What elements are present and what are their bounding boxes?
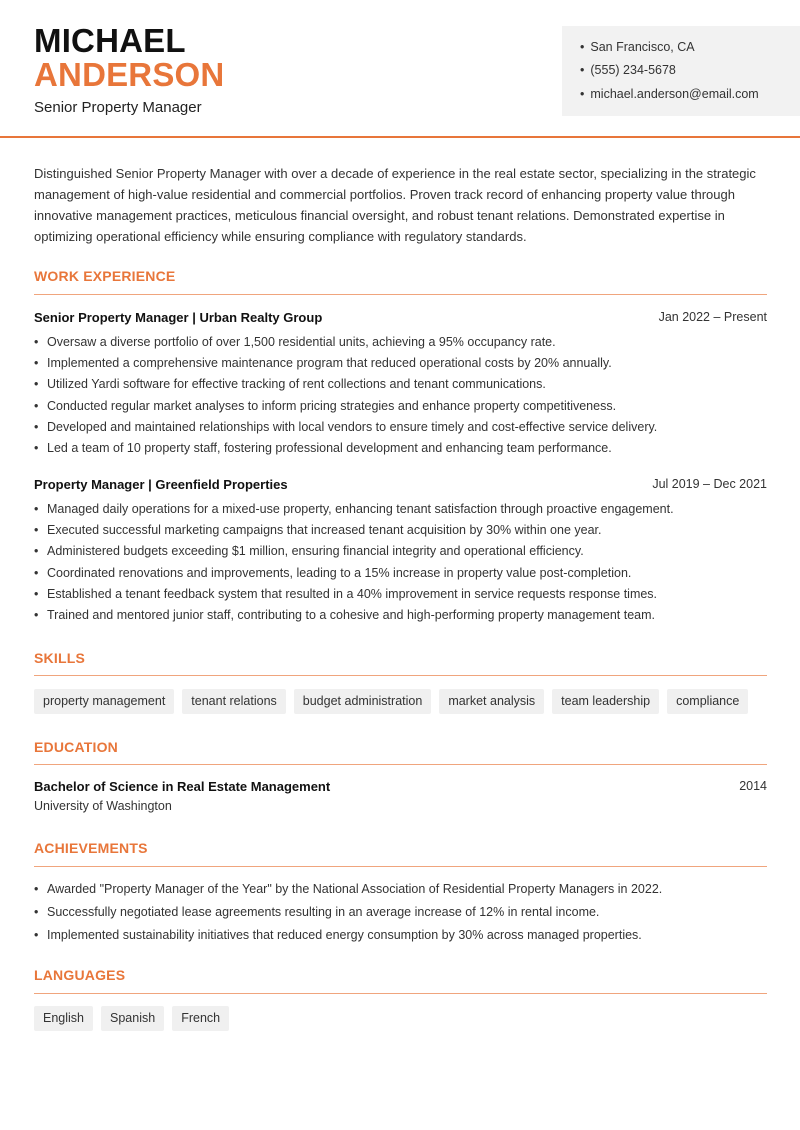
contact-phone: • (555) 234-5678 — [580, 63, 676, 77]
job-bullets — [34, 332, 769, 459]
list-item: • Administered budgets exceeding $1 million, ensuring financial integrity and operational efficiency. — [34, 541, 769, 562]
list-item: • Trained and mentored junior staff, contributing to a cohesive and high-performing property management team. — [34, 605, 769, 626]
education-degree: Bachelor of Science in Real Estate Management — [34, 779, 331, 794]
languages-heading: LANGUAGES — [34, 967, 126, 983]
section-divider — [34, 993, 767, 994]
skills-chips — [34, 689, 748, 714]
job-title-company: Senior Property Manager | Urban Realty Group — [34, 310, 323, 325]
list-item: • Oversaw a diverse portfolio of over 1,500 residential units, achieving a 95% occupancy rate. — [34, 332, 769, 353]
list-item: • Awarded "Property Manager of the Year" by the National Association of Residential Property Managers in 2022. — [34, 878, 769, 901]
list-item: • Utilized Yardi software for effective tracking of rent collections and tenant communications. — [34, 374, 769, 395]
education-year: 2014 — [739, 779, 767, 793]
work-experience-heading: WORK EXPERIENCE — [34, 268, 176, 284]
contact-location: • San Francisco, CA — [580, 40, 695, 54]
contact-box — [562, 26, 800, 116]
section-divider — [34, 675, 767, 676]
skill-chip: budget administration — [294, 689, 432, 714]
list-item: • Managed daily operations for a mixed-use property, enhancing tenant satisfaction through proactive engagement. — [34, 499, 769, 520]
list-item: • Implemented sustainability initiatives that reduced energy consumption by 30% across managed properties. — [34, 924, 769, 947]
skills-heading: SKILLS — [34, 650, 85, 666]
achievements-heading: ACHIEVEMENTS — [34, 840, 148, 856]
section-divider — [34, 866, 767, 867]
skill-chip: tenant relations — [182, 689, 285, 714]
skill-chip: market analysis — [439, 689, 544, 714]
education-school: University of Washington — [34, 799, 172, 813]
contact-email: • michael.anderson@email.com — [580, 87, 759, 101]
skill-chip: property management — [34, 689, 174, 714]
job-bullets — [34, 499, 769, 626]
list-item: • Conducted regular market analyses to inform pricing strategies and enhance property competitiveness. — [34, 396, 769, 417]
language-chip: French — [172, 1006, 229, 1031]
last-name: ANDERSON — [34, 56, 225, 93]
list-item: • Executed successful marketing campaigns that increased tenant acquisition by 30% within one year. — [34, 520, 769, 541]
skill-chip: compliance — [667, 689, 748, 714]
list-item: • Coordinated renovations and improvements, leading to a 15% increase in property value post-completion. — [34, 563, 769, 584]
list-item: • Established a tenant feedback system that resulted in a 40% improvement in service requests response times. — [34, 584, 769, 605]
job-dates: Jan 2022 – Present — [658, 310, 767, 324]
section-divider — [34, 764, 767, 765]
language-chip: Spanish — [101, 1006, 164, 1031]
education-heading: EDUCATION — [34, 739, 118, 755]
first-name: MICHAEL — [34, 22, 186, 59]
job-title-company: Property Manager | Greenfield Properties — [34, 477, 288, 492]
list-item: • Developed and maintained relationships with local vendors to ensure timely and cost-effective service delivery. — [34, 417, 769, 438]
list-item: • Led a team of 10 property staff, fostering professional development and enhancing team performance. — [34, 438, 769, 459]
section-divider — [34, 294, 767, 295]
job-dates: Jul 2019 – Dec 2021 — [652, 477, 767, 491]
job-title: Senior Property Manager — [34, 99, 202, 116]
job-header — [34, 310, 767, 325]
list-item: • Successfully negotiated lease agreements resulting in an average increase of 12% in rental income. — [34, 901, 769, 924]
language-chip: English — [34, 1006, 93, 1031]
language-chips — [34, 1006, 229, 1031]
achievement-bullets — [34, 878, 769, 946]
summary: Distinguished Senior Property Manager with over a decade of experience in the real estate sector, specializing in the strategic management of high-value residential and commercial portfolios. Proven track record of enhancing property value through innovative management practices, meticulous financial oversight, and robust tenant relations. Demonstrated expertise in optimizing operational efficiency while ensuring compliance with regulatory standards. — [34, 166, 756, 244]
list-item: • Implemented a comprehensive maintenance program that reduced operational costs by 20% annually. — [34, 353, 769, 374]
job-header — [34, 477, 767, 492]
skill-chip: team leadership — [552, 689, 659, 714]
resume-header — [0, 0, 800, 138]
